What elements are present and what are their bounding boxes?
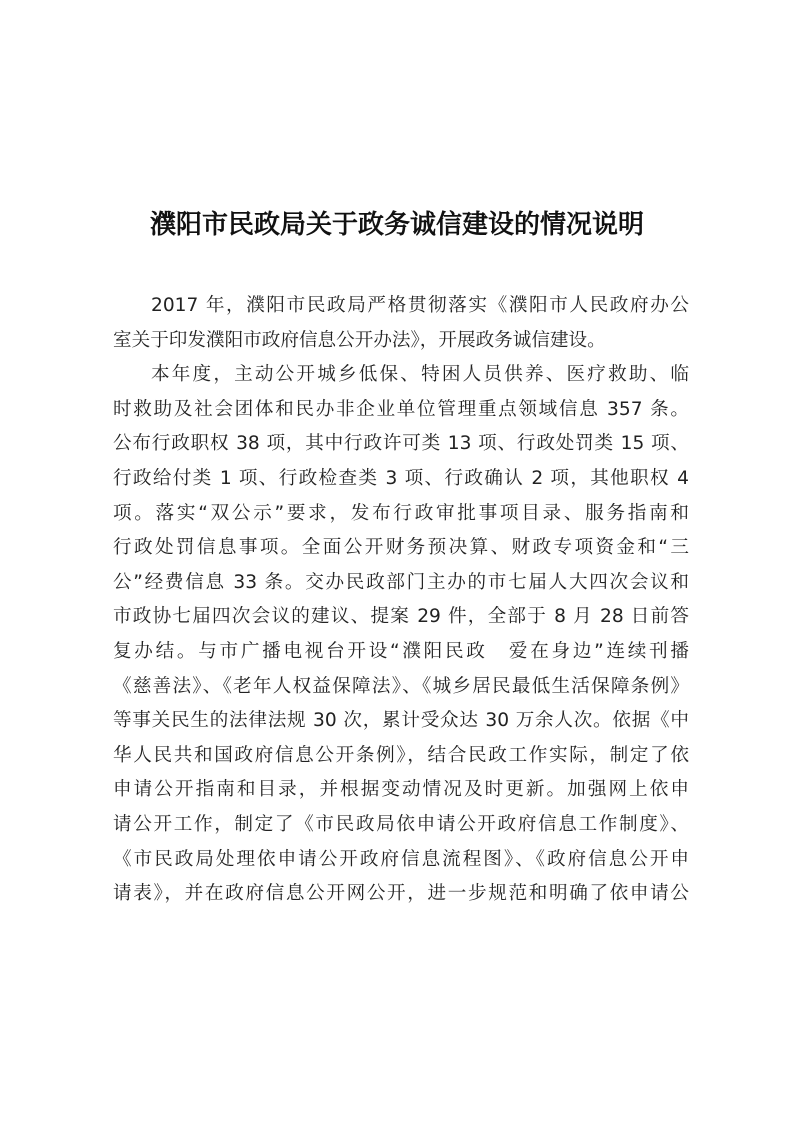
text-line: 室关于印发濮阳市政府信息公开办法》，开展政务诚信建设。 [113,329,606,351]
text-line: 华人民共和国政府信息公开条例》，结合民政工作实际，制定了依 [113,744,689,766]
text-line: 行政给付类 1 项、行政检查类 3 项、行政确认 2 项，其他职权 4 [113,467,689,489]
text-line: 复办结。与市广播电视台开设“濮阳民政 爱在身边”连续刊播 [113,640,689,662]
text-line: 请公开工作，制定了《市民政局依申请公开政府信息工作制度》、 [113,813,689,835]
paragraph-2 [113,358,689,912]
text-line: 《慈善法》、《老年人权益保障法》、《城乡居民最低生活保障条例》 [113,675,689,697]
text-line: 请表》，并在政府信息公开网公开，进一步规范和明确了依申请公 [113,883,689,905]
text-line: 《市民政局处理依申请公开政府信息流程图》、《政府信息公开申 [113,848,689,870]
text-line: 2017 年，濮阳市民政局严格贯彻落实《濮阳市人民政府办公 [151,295,689,316]
text-line: 行政处罚信息事项。全面公开财务预决算、财政专项资金和“三 [113,537,689,559]
text-line: 申请公开指南和目录，并根据变动情况及时更新。加强网上依申 [113,779,689,801]
text-line: 项。落实“双公示”要求，发布行政审批事项目录、服务指南和 [113,502,689,524]
document-title: 濮阳市民政局关于政务诚信建设的情况说明 [149,210,644,240]
text-line: 公布行政职权 38 项，其中行政许可类 13 项、行政处罚类 15 项、 [113,433,689,455]
document-body [113,289,689,912]
text-line: 时救助及社会团体和民办非企业单位管理重点领域信息 357 条。 [113,398,689,420]
text-line: 等事关民生的法律法规 30 次，累计受众达 30 万余人次。依据《中 [113,710,689,732]
paragraph-1 [113,289,689,358]
text-line: 市政协七届四次会议的建议、提案 29 件，全部于 8 月 28 日前答 [113,606,689,628]
text-line: 本年度，主动公开城乡低保、特困人员供养、医疗救助、临 [151,364,689,386]
text-line: 公”经费信息 33 条。交办民政部门主办的市七届人大四次会议和 [113,571,689,593]
